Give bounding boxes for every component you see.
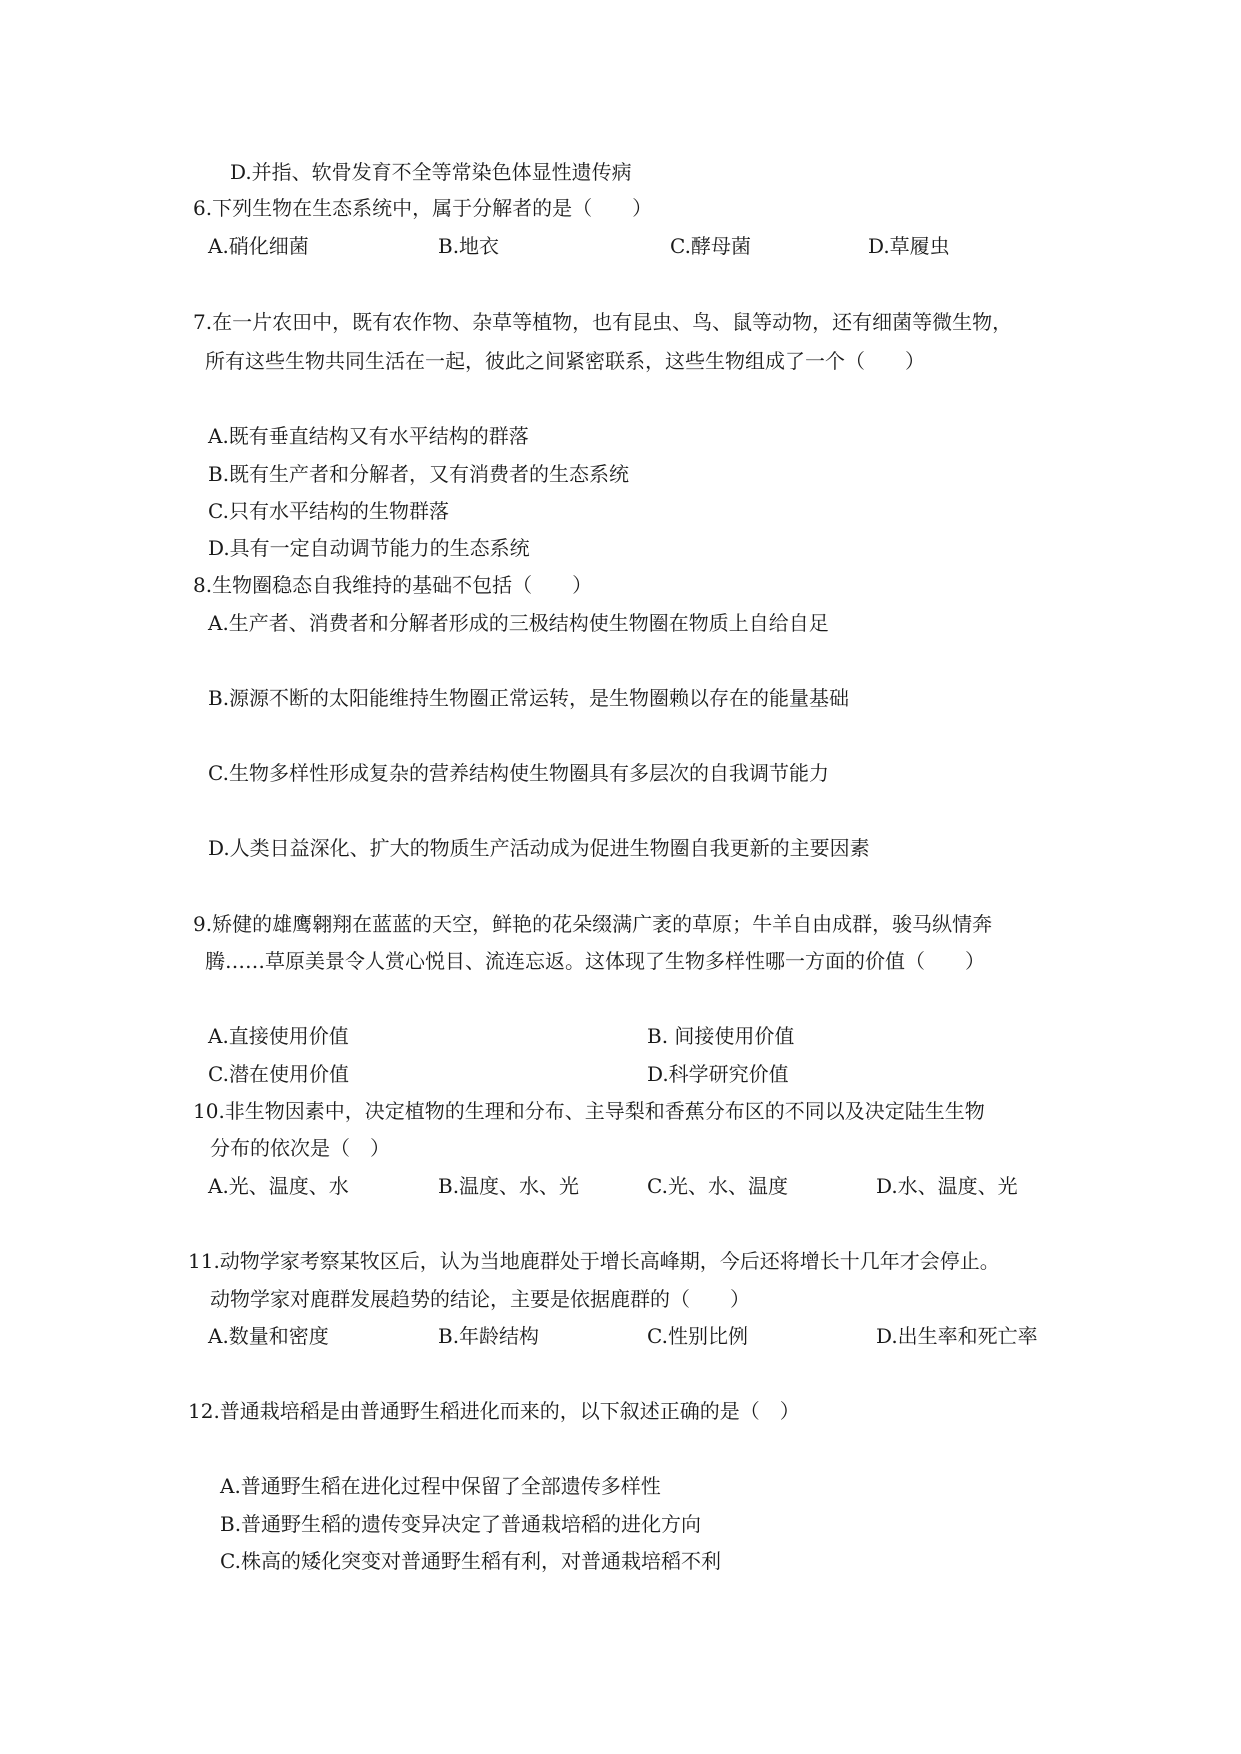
- q10-stem-line-2: 分布的依次是（ ）: [210, 1136, 390, 1160]
- q8-option-c: C.生物多样性形成复杂的营养结构使生物圈具有多层次的自我调节能力: [208, 761, 829, 785]
- q9-option-c: C.潜在使用价值: [208, 1062, 349, 1086]
- q7-option-d: D.具有一定自动调节能力的生态系统: [208, 536, 530, 560]
- q11-option-b: B.年龄结构: [438, 1324, 540, 1348]
- q9-stem-line-1: 9.矫健的雄鹰翱翔在蓝蓝的天空，鲜艳的花朵缀满广袤的草原；牛羊自由成群，骏马纵情奔: [193, 912, 993, 936]
- q11-stem-line-1: 11.动物学家考察某牧区后，认为当地鹿群处于增长高峰期，今后还将增长十几年才会停止。: [188, 1249, 1000, 1273]
- q6-stem: 6.下列生物在生态系统中，属于分解者的是（ ）: [193, 196, 653, 220]
- q7-option-a: A.既有垂直结构又有水平结构的群落: [208, 424, 529, 448]
- q12-option-a: A.普通野生稻在进化过程中保留了全部遗传多样性: [220, 1474, 661, 1498]
- q7-stem-line-1: 7.在一片农田中，既有农作物、杂草等植物，也有昆虫、鸟、鼠等动物，还有细菌等微生物，: [193, 310, 1013, 334]
- q5-option-d: D.并指、软骨发育不全等常染色体显性遗传病: [230, 160, 632, 184]
- q6-option-d: D.草履虫: [868, 234, 950, 258]
- q8-stem: 8.生物圈稳态自我维持的基础不包括（ ）: [193, 573, 593, 597]
- q6-option-b: B.地衣: [438, 234, 500, 258]
- q10-option-a: A.光、温度、水: [208, 1174, 349, 1198]
- q11-option-d: D.出生率和死亡率: [876, 1324, 1038, 1348]
- q12-option-b: B.普通野生稻的遗传变异决定了普通栽培稻的进化方向: [220, 1512, 702, 1536]
- q10-stem-line-1: 10.非生物因素中，决定植物的生理和分布、主导梨和香蕉分布区的不同以及决定陆生生物: [193, 1099, 985, 1123]
- q12-stem: 12.普通栽培稻是由普通野生稻进化而来的，以下叙述正确的是（ ）: [188, 1399, 800, 1423]
- q7-option-c: C.只有水平结构的生物群落: [208, 499, 449, 523]
- q10-option-d: D.水、温度、光: [876, 1174, 1018, 1198]
- q11-option-a: A.数量和密度: [208, 1324, 329, 1348]
- q8-option-a: A.生产者、消费者和分解者形成的三极结构使生物圈在物质上自给自足: [208, 611, 829, 635]
- q10-option-c: C.光、水、温度: [647, 1174, 788, 1198]
- q9-option-a: A.直接使用价值: [208, 1024, 349, 1048]
- q11-option-c: C.性别比例: [647, 1324, 748, 1348]
- q9-option-b: B. 间接使用价值: [647, 1024, 795, 1048]
- q9-stem-line-2: 腾……草原美景令人赏心悦目、流连忘返。这体现了生物多样性哪一方面的价值（ ）: [205, 949, 985, 973]
- q6-option-c: C.酵母菌: [670, 234, 751, 258]
- q9-option-d: D.科学研究价值: [647, 1062, 789, 1086]
- q11-stem-line-2: 动物学家对鹿群发展趋势的结论，主要是依据鹿群的（ ）: [210, 1287, 750, 1311]
- q8-option-d: D.人类日益深化、扩大的物质生产活动成为促进生物圈自我更新的主要因素: [208, 836, 870, 860]
- q12-option-c: C.株高的矮化突变对普通野生稻有利，对普通栽培稻不利: [220, 1549, 721, 1573]
- q7-stem-line-2: 所有这些生物共同生活在一起，彼此之间紧密联系，这些生物组成了一个（ ）: [205, 349, 925, 373]
- q6-option-a: A.硝化细菌: [208, 234, 309, 258]
- q7-option-b: B.既有生产者和分解者，又有消费者的生态系统: [208, 462, 630, 486]
- q10-option-b: B.温度、水、光: [438, 1174, 580, 1198]
- q8-option-b: B.源源不断的太阳能维持生物圈正常运转，是生物圈赖以存在的能量基础: [208, 686, 850, 710]
